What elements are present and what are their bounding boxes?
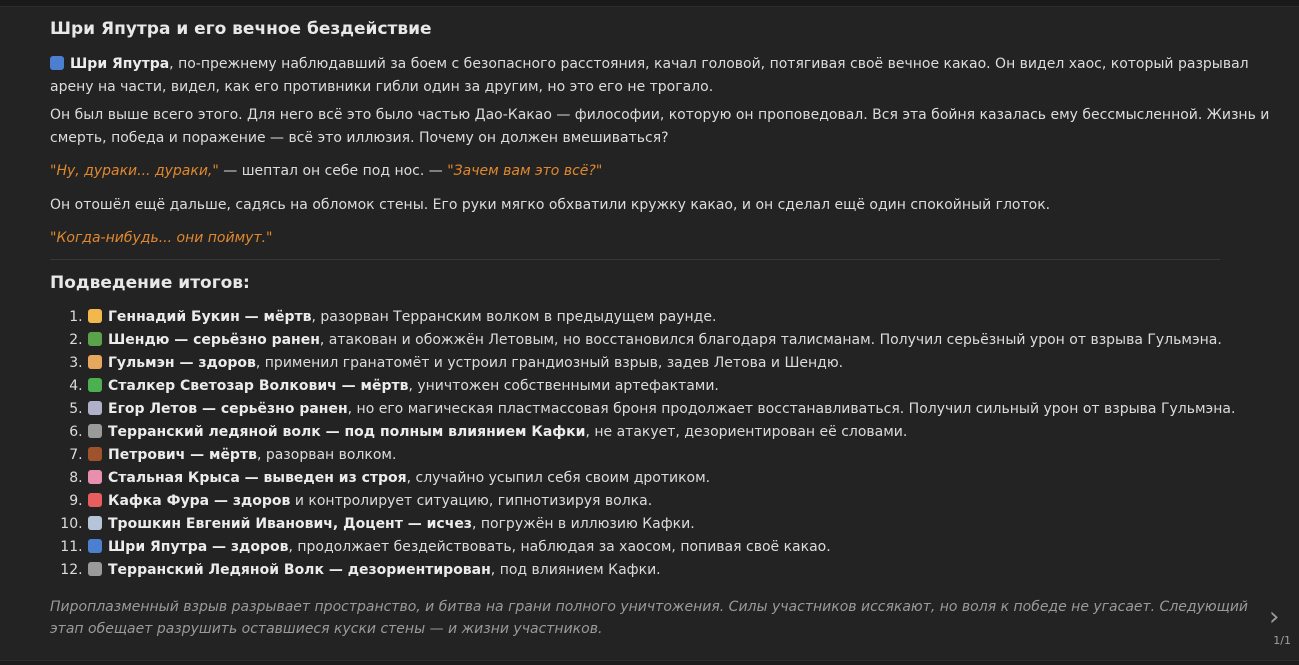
summary-item: [87, 329, 1270, 352]
summary-status: Терранский ледяной волк — под полным влиянием Кафки: [108, 423, 586, 440]
dragon-icon: [88, 332, 102, 346]
wolf-icon: [88, 424, 102, 438]
next-page-button[interactable]: ›: [1269, 602, 1280, 632]
sleeping-face-icon: [88, 309, 102, 323]
magic-wand-icon: [88, 401, 102, 415]
quote-line: [50, 227, 1270, 250]
summary-status: Шри Япутра — здоров: [108, 538, 289, 555]
summary-item: [87, 444, 1270, 467]
summary-status: Гульмэн — здоров: [108, 354, 256, 371]
summary-detail: , под влиянием Кафки.: [490, 561, 661, 578]
summary-detail: , применил гранатомёт и устроил грандиозный взрыв, задев Летова и Шендю.: [255, 354, 844, 371]
quote-text: "Ну, дураки... дураки,": [50, 163, 219, 179]
quote-narration: — шептал он себе под нос. —: [218, 163, 448, 179]
section-heading: Шри Япутра и его вечное бездействие: [50, 19, 432, 39]
summary-detail: , атакован и обожжён Летовым, но восстановился благодаря талисманам. Получил серьёзный урон от взрыва Гульмэна.: [319, 331, 1222, 348]
summary-detail: , уничтожен собственными артефактами.: [408, 377, 719, 394]
summary-detail: , продолжает бездействовать, наблюдая за хаосом, попивая своё какао.: [288, 538, 831, 555]
summary-list: [50, 306, 1270, 582]
monk-icon: [88, 539, 102, 553]
summary-detail: , но его магическая пластмассовая броня продолжает восстанавливаться. Получил сильный урон от взрыва Гульмэна.: [347, 400, 1236, 417]
character-name: Шри Япутра: [70, 56, 170, 72]
summary-status: Геннадий Букин — мёртв: [108, 308, 312, 325]
paragraph-retreat: Он отошёл ещё дальше, садясь на обломок стены. Его руки мягко обхватили кружку какао, и он сделал ещё один спокойный глоток.: [50, 196, 1051, 213]
summary-item: [87, 467, 1270, 490]
footer-note: Пироплазменный взрыв разрывает пространство, и битва на грани полного уничтожения. Силы участников иссякают, но воля к победе не угасает. Следующий этап обещает разрушить оставшиеся куски стены — и жизни участников.: [50, 598, 1249, 637]
summary-status: Петрович — мёртв: [108, 446, 257, 463]
summary-item: [87, 536, 1270, 559]
page-counter: 1/1: [1273, 634, 1291, 647]
summary-detail: , не атакует, дезориентирован её словами.: [585, 423, 908, 440]
poop-icon: [88, 447, 102, 461]
summary-item: [87, 421, 1270, 444]
summary-status: Терранский Ледяной Волк — дезориентирован: [108, 561, 491, 578]
paragraph-text: , по-прежнему наблюдавший за боем с безопасного расстояния, качал головой, потягивая своё вечное какао. Он видел хаос, который разрывал арену на части, видел, как его противники гибли один за другим, но это его не трогало.: [50, 56, 1249, 95]
summary-detail: , погружён в иллюзию Кафки.: [471, 515, 695, 532]
summary-status: Стальная Крыса — выведен из строя: [108, 469, 407, 486]
summary-item: [87, 559, 1270, 582]
quote-line: [50, 160, 1270, 183]
palette-icon: [88, 355, 102, 369]
wolf-icon: [88, 562, 102, 576]
summary-item: [87, 306, 1270, 329]
divider: [50, 259, 1220, 260]
quote-text: "Зачем вам это всё?": [447, 163, 603, 179]
summary-status: Егор Летов — серьёзно ранен: [108, 400, 348, 417]
summary-item: [87, 490, 1270, 513]
syringe-icon: [88, 516, 102, 530]
bottom-bar: [0, 660, 1299, 665]
summary-status: Трошкин Евгений Иванович, Доцент — исчез: [108, 515, 472, 532]
paragraph-philosophy: Он был выше всего этого. Для него всё это было частью Дао-Какао — философии, которую он проповедовал. Вся эта бойня казалась ему бессмысленной. Жизнь и смерть, победа и поражение — всё это иллюзия. Почему он должен вмешиваться?: [50, 107, 1270, 146]
quote-text: "Когда-нибудь... они поймут.": [50, 230, 273, 246]
rat-icon: [88, 470, 102, 484]
summary-detail: , разорван Терранским волком в предыдущем раунде.: [311, 308, 717, 325]
paragraph-intro: [50, 53, 1270, 98]
top-border: [0, 0, 1299, 7]
summary-detail: , случайно усыпил себя своим дротиком.: [406, 469, 711, 486]
summary-status: Сталкер Светозар Волкович — мёртв: [108, 377, 409, 394]
chat-message: [50, 12, 1270, 641]
summary-heading: Подведение итогов:: [50, 272, 250, 293]
monk-icon: [50, 56, 64, 70]
summary-detail: , разорван волком.: [256, 446, 397, 463]
summary-detail: и контролирует ситуацию, гипнотизируя волка.: [290, 492, 653, 509]
summary-item: [87, 375, 1270, 398]
summary-item: [87, 352, 1270, 375]
summary-item: [87, 513, 1270, 536]
water-pistol-icon: [88, 378, 102, 392]
summary-item: [87, 398, 1270, 421]
summary-status: Кафка Фура — здоров: [108, 492, 291, 509]
summary-status: Шендю — серьёзно ранен: [108, 331, 320, 348]
rainbow-icon: [88, 493, 102, 507]
